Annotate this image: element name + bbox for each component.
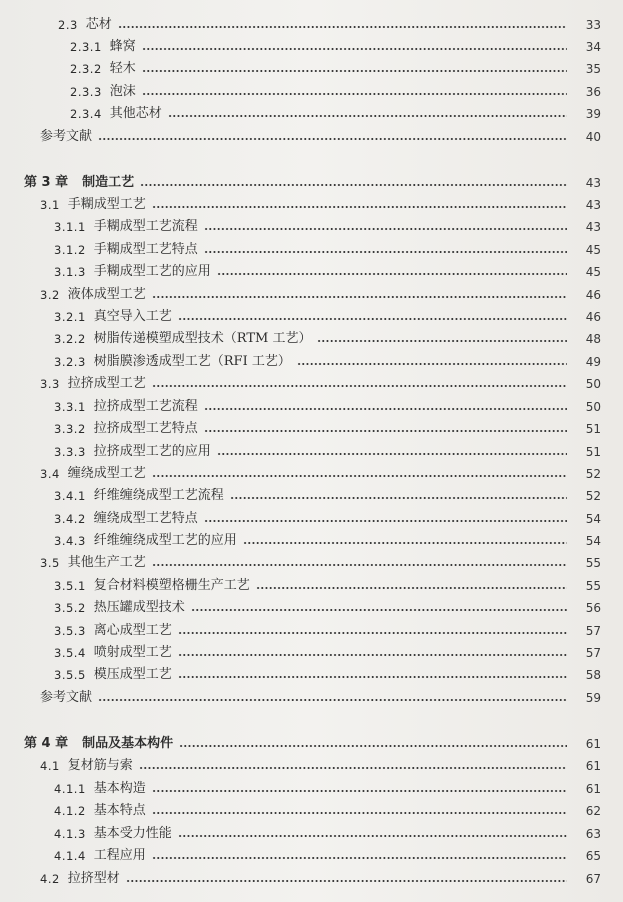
entry-page-number: 65	[585, 849, 601, 863]
entry-title: 复合材料模塑格栅生产工艺	[93, 578, 250, 593]
toc-entry-subsection	[0, 239, 623, 261]
toc-entry-subsection	[0, 81, 623, 103]
dot-leader	[204, 408, 567, 410]
entry-number: 3.1.2	[54, 243, 86, 257]
entry-number: 第 4 章	[24, 736, 69, 751]
toc-entry-subsection	[0, 328, 623, 350]
entry-title: 制造工艺	[82, 175, 135, 190]
dot-leader	[217, 453, 567, 455]
entry-page-number: 57	[585, 646, 601, 660]
entry-page-number: 56	[585, 601, 601, 615]
dot-leader	[98, 138, 567, 140]
entry-title: 缠绕成型工艺特点	[93, 511, 198, 526]
entry-number: 4.1.1	[54, 782, 86, 796]
toc-entry-subsection	[0, 351, 623, 373]
entry-number: 3.3.3	[54, 445, 86, 459]
toc-entry-subsection	[0, 823, 623, 845]
entry-number: 3.2.2	[54, 332, 86, 346]
dot-leader	[230, 497, 567, 499]
entry-page-number: 43	[585, 176, 601, 190]
entry-number: 4.1.4	[54, 849, 86, 863]
toc-entry-subsection	[0, 103, 623, 125]
entry-title: 拉挤成型工艺特点	[93, 421, 198, 436]
dot-leader	[204, 251, 567, 253]
dot-leader	[152, 857, 567, 859]
entry-page-number: 40	[585, 130, 601, 144]
entry-number: 3.4	[40, 467, 60, 481]
entry-title: 手糊成型工艺特点	[93, 242, 198, 257]
entry-number: 2.3	[58, 18, 78, 32]
entry-page-number: 57	[585, 624, 601, 638]
toc-entry-section	[0, 552, 623, 574]
entry-title: 拉挤成型工艺流程	[93, 399, 198, 414]
entry-page-number: 51	[585, 422, 601, 436]
toc-entry-subsection	[0, 396, 623, 418]
entry-title: 拉挤成型工艺的应用	[93, 444, 211, 459]
entry-title: 喷射成型工艺	[93, 645, 172, 660]
entry-number: 3.5.4	[54, 646, 86, 660]
entry-page-number: 55	[585, 556, 601, 570]
entry-title: 芯材	[85, 17, 112, 32]
toc-entry-section	[0, 463, 623, 485]
entry-page-number: 63	[585, 827, 601, 841]
dot-leader	[152, 206, 567, 208]
entry-number: 3.3	[40, 377, 60, 391]
dot-leader	[126, 880, 567, 882]
entry-page-number: 39	[585, 107, 601, 121]
entry-page-number: 52	[585, 467, 601, 481]
dot-leader	[204, 228, 567, 230]
entry-title: 轻木	[109, 61, 136, 76]
entry-page-number: 43	[585, 220, 601, 234]
entry-page-number: 61	[585, 759, 601, 773]
dot-leader	[204, 520, 567, 522]
entry-title: 热压罐成型技术	[93, 600, 185, 615]
toc-entry-subsection	[0, 778, 623, 800]
dot-leader	[317, 340, 567, 342]
entry-title: 基本受力性能	[93, 826, 172, 841]
dot-leader	[217, 273, 567, 275]
entry-number: 3.1.3	[54, 265, 86, 279]
entry-title: 蜂窝	[109, 39, 136, 54]
toc-entry-subsection	[0, 575, 623, 597]
toc-entry-chapter	[0, 172, 623, 194]
toc-entry-subsection	[0, 306, 623, 328]
entry-page-number: 67	[585, 872, 601, 886]
entry-number: 2.3.1	[70, 40, 102, 54]
dot-leader	[256, 587, 567, 589]
toc-entry-subsection	[0, 216, 623, 238]
entry-title: 真空导入工艺	[93, 309, 172, 324]
toc-entry-subsection	[0, 642, 623, 664]
entry-page-number: 43	[585, 198, 601, 212]
entry-number: 2.3.3	[70, 85, 102, 99]
entry-number: 3.5	[40, 556, 60, 570]
entry-title: 模压成型工艺	[93, 667, 172, 682]
dot-leader	[139, 767, 567, 769]
entry-page-number: 54	[585, 512, 601, 526]
entry-number: 3.3.1	[54, 400, 86, 414]
entry-title: 缠绕成型工艺	[67, 466, 146, 481]
entry-title: 液体成型工艺	[67, 287, 146, 302]
entry-title: 复材筋与索	[67, 758, 133, 773]
entry-page-number: 61	[585, 737, 601, 751]
entry-title: 树脂传递模塑成型技术（RTM 工艺）	[93, 331, 312, 346]
entry-title: 参考文献	[40, 690, 93, 705]
entry-number: 4.1	[40, 759, 60, 773]
toc-entry-references	[0, 126, 623, 148]
entry-title: 基本特点	[93, 803, 146, 818]
toc-entry-subsection	[0, 530, 623, 552]
toc-entry-section	[0, 755, 623, 777]
entry-page-number: 46	[585, 310, 601, 324]
entry-number: 3.5.3	[54, 624, 86, 638]
entry-title: 树脂膜渗透成型工艺（RFI 工艺）	[93, 354, 291, 369]
dot-leader	[118, 26, 567, 28]
entry-title: 手糊成型工艺流程	[93, 219, 198, 234]
toc-entry-subsection	[0, 36, 623, 58]
dot-leader	[152, 564, 567, 566]
entry-number: 2.3.4	[70, 107, 102, 121]
entry-title: 手糊成型工艺的应用	[93, 264, 211, 279]
entry-number: 第 3 章	[24, 175, 69, 190]
entry-number: 3.3.2	[54, 422, 86, 436]
dot-leader	[168, 115, 567, 117]
toc-entry-subsection	[0, 800, 623, 822]
entry-page-number: 36	[585, 85, 601, 99]
entry-page-number: 45	[585, 265, 601, 279]
toc-entry-section	[0, 373, 623, 395]
entry-page-number: 46	[585, 288, 601, 302]
entry-page-number: 61	[585, 782, 601, 796]
entry-page-number: 54	[585, 534, 601, 548]
entry-page-number: 49	[585, 355, 601, 369]
dot-leader	[179, 745, 567, 747]
entry-title: 纤维缠绕成型工艺流程	[93, 488, 224, 503]
toc-entry-subsection	[0, 485, 623, 507]
dot-leader	[152, 296, 567, 298]
entry-page-number: 59	[585, 691, 601, 705]
entry-number: 3.2.1	[54, 310, 86, 324]
entry-page-number: 52	[585, 489, 601, 503]
entry-number: 4.1.3	[54, 827, 86, 841]
entry-number: 3.4.3	[54, 534, 86, 548]
toc-entry-chapter	[0, 733, 623, 755]
entry-number: 3.1	[40, 198, 60, 212]
entry-page-number: 55	[585, 579, 601, 593]
entry-page-number: 51	[585, 445, 601, 459]
entry-page-number: 34	[585, 40, 601, 54]
dot-leader	[297, 363, 567, 365]
dot-leader	[142, 48, 567, 50]
entry-page-number: 50	[585, 377, 601, 391]
dot-leader	[178, 632, 567, 634]
toc-entry-subsection	[0, 441, 623, 463]
dot-leader	[98, 699, 567, 701]
dot-leader	[178, 835, 567, 837]
toc-entry-references	[0, 687, 623, 709]
entry-page-number: 50	[585, 400, 601, 414]
entry-number: 4.2	[40, 872, 60, 886]
dot-leader	[152, 475, 567, 477]
entry-number: 3.2.3	[54, 355, 86, 369]
toc-entry-subsection	[0, 845, 623, 867]
entry-title: 泡沫	[109, 84, 136, 99]
entry-title: 纤维缠绕成型工艺的应用	[93, 533, 237, 548]
entry-number: 3.1.1	[54, 220, 86, 234]
entry-title: 拉挤型材	[67, 871, 120, 886]
entry-number: 3.5.5	[54, 668, 86, 682]
entry-page-number: 35	[585, 62, 601, 76]
dot-leader	[152, 812, 567, 814]
entry-page-number: 45	[585, 243, 601, 257]
dot-leader	[152, 385, 567, 387]
entry-page-number: 48	[585, 332, 601, 346]
dot-leader	[140, 184, 567, 186]
dot-leader	[178, 676, 567, 678]
dot-leader	[142, 93, 567, 95]
entry-number: 3.4.1	[54, 489, 86, 503]
toc-entry-subsection	[0, 597, 623, 619]
toc-entry-subsection	[0, 508, 623, 530]
entry-title: 其他芯材	[109, 106, 162, 121]
entry-number: 3.5.1	[54, 579, 86, 593]
entry-title: 基本构造	[93, 781, 146, 796]
dot-leader	[152, 790, 567, 792]
toc-entry-subsection	[0, 58, 623, 80]
toc-entry-section	[0, 868, 623, 890]
entry-page-number: 33	[585, 18, 601, 32]
toc-entry-section	[0, 284, 623, 306]
dot-leader	[178, 318, 567, 320]
entry-title: 制品及基本构件	[82, 736, 174, 751]
entry-number: 2.3.2	[70, 62, 102, 76]
dot-leader	[191, 609, 567, 611]
entry-title: 拉挤成型工艺	[67, 376, 146, 391]
entry-title: 离心成型工艺	[93, 623, 172, 638]
entry-title: 手糊成型工艺	[67, 197, 146, 212]
entry-number: 3.2	[40, 288, 60, 302]
entry-page-number: 58	[585, 668, 601, 682]
entry-number: 3.5.2	[54, 601, 86, 615]
toc-entry-subsection	[0, 261, 623, 283]
dot-leader	[178, 654, 567, 656]
toc-entry-subsection	[0, 620, 623, 642]
toc-entry-section	[0, 14, 623, 36]
dot-leader	[142, 70, 567, 72]
toc-entry-subsection	[0, 664, 623, 686]
entry-number: 3.4.2	[54, 512, 86, 526]
entry-title: 工程应用	[93, 848, 146, 863]
entry-title: 参考文献	[40, 129, 93, 144]
toc-entry-subsection	[0, 418, 623, 440]
entry-number: 4.1.2	[54, 804, 86, 818]
entry-page-number: 62	[585, 804, 601, 818]
dot-leader	[243, 542, 567, 544]
entry-title: 其他生产工艺	[67, 555, 146, 570]
dot-leader	[204, 430, 567, 432]
toc-entry-section	[0, 194, 623, 216]
